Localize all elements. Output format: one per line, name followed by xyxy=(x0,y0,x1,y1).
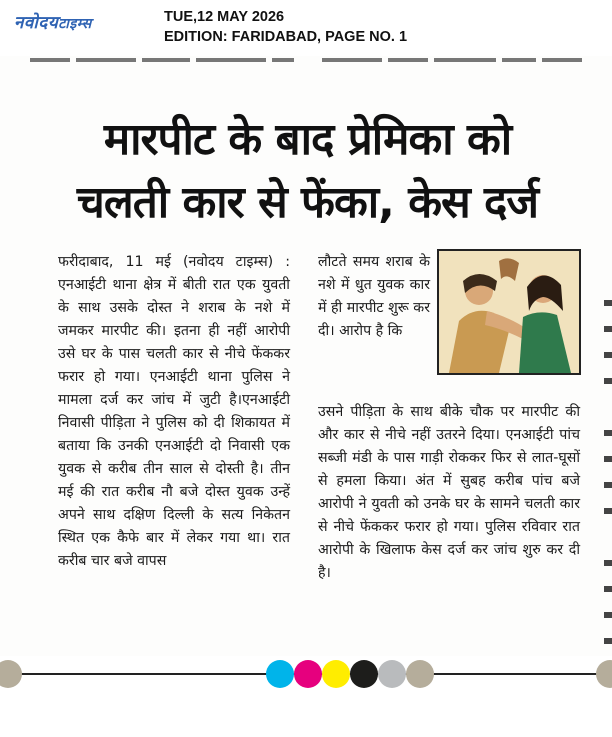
article-column-1: फरीदाबाद, 11 मई (नवोदय टाइम्स) : एनआईटी थाना क्षेत्र में बीती रात एक युवती के साथ उसके दोस्त ने शराब के नशे में जमकर मारपीट की। इतना ही नहीं आरोपी उसे घर के पास चलती कार से नीचे फेंककर फरार हो गया। एनआईटी थाना पुलिस ने मामला दर्ज कर जांच में जुटी है।एनआईटी निवासी पीड़िता ने पुलिस को दी शिकायत में बताया कि उनकी एनआईटी दो निवासी एक युवक से करीब तीन साल से दोस्ती है। तीन मई की रात करीब नौ बजे दोस्त युवक उन्हें अपने साथ दक्षिण दिल्ली के सत्य निकेतन स्थित एक कैफे बार में लेकर गया था। रात करीब चार बजे वापस xyxy=(58,254,290,569)
headline-line-2: चलती कार से फेंका, केस दर्ज xyxy=(76,177,539,228)
registration-dot-tan xyxy=(406,660,434,688)
edition-meta xyxy=(164,7,407,47)
registration-dot-cyan xyxy=(266,660,294,688)
edge-text-strokes xyxy=(598,296,612,656)
adjacent-article-edge xyxy=(598,296,612,656)
logo-text-2: टाइम्स xyxy=(58,16,92,32)
registration-dot-yellow xyxy=(322,660,350,688)
issue-date: TUE,12 MAY 2026 xyxy=(164,9,285,25)
headline-line-1: मारपीट के बाद प्रेमिका को xyxy=(103,114,512,165)
article-column-2-bottom: उसने पीड़िता के साथ बीके चौक पर मारपीट की और कार से नीचे नहीं उतरने दिया। एनआईटी पांच सब्जी मंडी के पास गाड़ी रोककर फिर से लात-घूसों से हमला किया। अंत में सुबह करीब पांच बजे आरोपी ने युवती को उनके घर के सामने चलती कार से नीचे फेंककर फरार हो गया। पुलिस रविवार रात आरोपी के खिलाफ केस दर्ज कर जांच शुरु कर दी है। xyxy=(318,404,580,581)
registration-dot-black xyxy=(350,660,378,688)
registration-dot-magenta xyxy=(294,660,322,688)
logo-text: नवोदय xyxy=(14,13,59,33)
article-column-2-top: लौटते समय शराब के नशे में धुत युवक कार में ही मारपीट शुरू कर दी। आरोप है कि xyxy=(318,254,430,339)
edition-info: EDITION: FARIDABAD, PAGE NO. 1 xyxy=(164,29,408,45)
article-headline xyxy=(20,108,595,234)
article-illustration xyxy=(437,249,581,375)
newspaper-clipping xyxy=(0,56,612,656)
cut-text-strokes xyxy=(10,56,590,70)
epaper-header xyxy=(0,0,612,56)
illustration-art xyxy=(439,251,579,373)
newspaper-logo xyxy=(14,10,92,33)
registration-dot-grey xyxy=(378,660,406,688)
cut-off-text-top xyxy=(10,56,590,70)
